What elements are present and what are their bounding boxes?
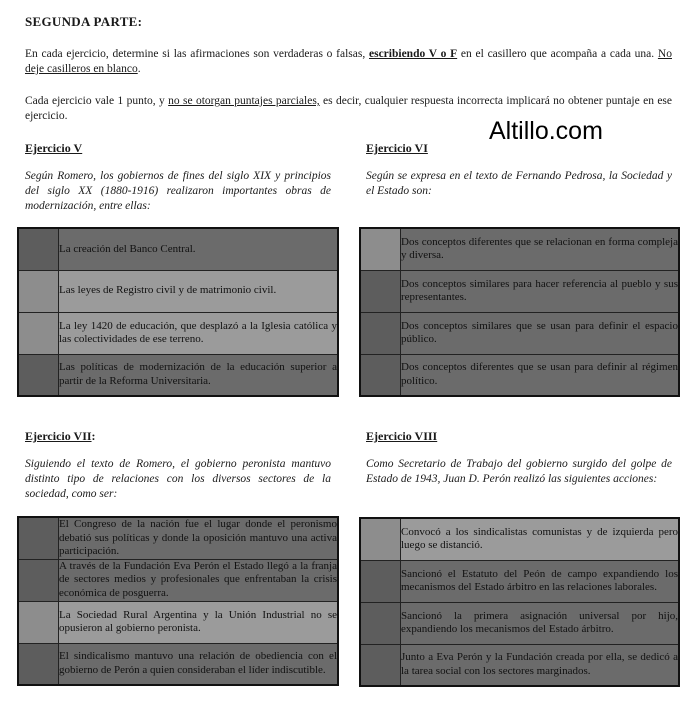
answer-box[interactable] — [18, 312, 59, 354]
table-row — [360, 560, 679, 602]
table-row — [360, 644, 679, 686]
table-row — [18, 601, 338, 643]
answer-box[interactable] — [360, 560, 401, 602]
watermark: Altillo.com — [489, 117, 603, 145]
table-row — [18, 354, 338, 396]
exercise-8-title: Ejercicio VIII — [366, 429, 438, 443]
statement: Dos conceptos diferentes que se usan para definir al régimen político. — [401, 354, 680, 396]
exercise-7-intro: Siguiendo el texto de Romero, el gobierno peronista mantuvo distinto tipo de relaciones con los diversos sectores de la sociedad, como ser: — [25, 458, 331, 500]
statement: Dos conceptos diferentes que se relacionan en forma compleja y diversa. — [401, 228, 680, 270]
statement: El Congreso de la nación fue el lugar donde el peronismo debatió sus políticas y donde la oposición mantuvo una activa participación. — [59, 518, 337, 557]
table-row — [18, 559, 338, 601]
instructions-paragraph-2: Cada ejercicio vale 1 punto, y no se otorgan puntajes parciales, es decir, cualquier respuesta incorrecta implicará no obtener puntaje en ese ejercicio. — [25, 95, 673, 122]
answer-box[interactable] — [360, 518, 401, 560]
statement: El sindicalismo mantuvo una relación de obediencia con el gobierno de Perón a quien consideraban el líder indiscutible. — [59, 643, 339, 685]
section-title: SEGUNDA PARTE: — [25, 14, 143, 29]
statement: La creación del Banco Central. — [59, 228, 339, 270]
exercise-5-title: Ejercicio V — [25, 141, 83, 155]
table-row — [360, 518, 679, 560]
table-row — [360, 270, 679, 312]
table-row — [360, 602, 679, 644]
answer-box[interactable] — [360, 312, 401, 354]
statement: Las leyes de Registro civil y de matrimonio civil. — [59, 270, 339, 312]
table-row — [360, 354, 679, 396]
exercise-8-table — [359, 517, 680, 687]
statement: Junto a Eva Perón y la Fundación creada por ella, se dedicó a la tarea social con los sectores marginados. — [401, 644, 680, 686]
statement: La ley 1420 de educación, que desplazó a la Iglesia católica y las colectividades de ese terreno. — [59, 312, 339, 354]
exercise-6-table — [359, 227, 680, 397]
exercise-7-title: Ejercicio VII: — [25, 429, 96, 443]
answer-box[interactable] — [360, 602, 401, 644]
answer-box[interactable] — [18, 228, 59, 270]
table-row — [18, 270, 338, 312]
answer-box[interactable] — [18, 601, 59, 643]
answer-box[interactable] — [360, 270, 401, 312]
instructions-paragraph-1: En cada ejercicio, determine si las afirmaciones son verdaderas o falsas, escribiendo V o F en el casillero que acompaña a cada una. No deje casilleros en blanco. — [25, 48, 672, 75]
answer-box[interactable] — [360, 354, 401, 396]
statement: La Sociedad Rural Argentina y la Unión Industrial no se opusieron al gobierno peronista. — [59, 601, 339, 643]
answer-box[interactable] — [360, 228, 401, 270]
answer-box[interactable] — [18, 517, 59, 559]
table-row — [18, 228, 338, 270]
exercise-6-intro: Según se expresa en el texto de Fernando Pedrosa, la Sociedad y el Estado son: — [366, 170, 672, 197]
answer-box[interactable] — [18, 270, 59, 312]
exercise-8-intro: Como Secretario de Trabajo del gobierno surgido del golpe de Estado de 1943, Juan D. Perón realizó las siguientes acciones: — [366, 458, 672, 485]
exercise-5-intro: Según Romero, los gobiernos de fines del siglo XIX y principios del siglo XX (1880-1916) realizaron importantes obras de modernización, entre ellas: — [25, 170, 331, 212]
answer-box[interactable] — [18, 559, 59, 601]
table-row — [360, 228, 679, 270]
emphasis-no-blank: No deje casilleros en blanco — [25, 48, 672, 75]
exercise-7-table — [17, 516, 339, 686]
exercise-5-table — [17, 227, 339, 397]
table-row — [18, 312, 338, 354]
exercise-6-title: Ejercicio VI — [366, 141, 428, 155]
statement: Sancionó el Estatuto del Peón de campo expandiendo los mecanismos del Estado árbitro en las relaciones laborales. — [401, 560, 680, 602]
statement: A través de la Fundación Eva Perón el Estado llegó a la franja de sectores medios y profesionales que enfrentaban la crisis económica de posguerra. — [59, 559, 339, 601]
answer-box[interactable] — [18, 354, 59, 396]
table-row — [18, 643, 338, 685]
emphasis-write-v-or-f: escribiendo V o F — [369, 48, 458, 60]
statement: Convocó a los sindicalistas comunistas y de izquierda pero luego se distanció. — [401, 518, 680, 560]
answer-box[interactable] — [360, 644, 401, 686]
table-row — [18, 517, 338, 559]
statement: Sancionó la primera asignación universal por hijo, expandiendo los mecanismos del Estado árbitro. — [401, 602, 680, 644]
statement: Dos conceptos similares para hacer referencia al pueblo y sus representantes. — [401, 270, 680, 312]
table-row — [360, 312, 679, 354]
emphasis-no-partial: no se otorgan puntajes parciales, — [168, 95, 320, 107]
answer-box[interactable] — [18, 643, 59, 685]
statement: Las políticas de modernización de la educación superior a partir de la Reforma Universitaria. — [59, 354, 339, 396]
statement: Dos conceptos similares que se usan para definir el espacio público. — [401, 312, 680, 354]
